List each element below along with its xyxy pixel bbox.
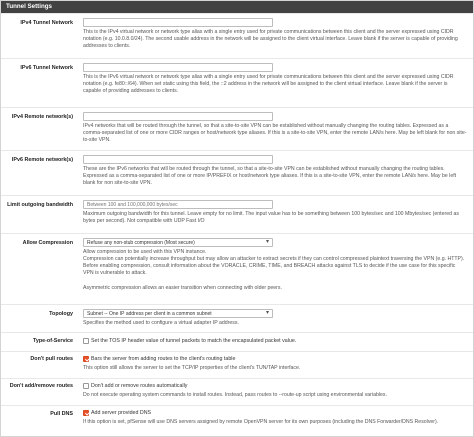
pull-dns-label: Pull DNS (50, 411, 73, 417)
row-ipv4-remote-networks (1, 107, 473, 154)
ipv4-tunnel-network-help: This is the IPv4 virtual network or network type alias with a single entry used for private communications between this client and the server expressed using CIDR notation (e.g. 10.0.8.0/24). The second usable address in the network will be assigned to the client virtual interface. Leave blank if the server is capable of providing addresses to clients. (83, 29, 458, 50)
limit-outgoing-bandwidth-help: Maximum outgoing bandwidth for this tunnel. Leave empty for no limit. The input value has to be something between 100 bytes/sec and 100 Mbytes/sec (entered as bytes per second). Not compatible with UDP Fast I/O (83, 211, 459, 225)
dont-add-remove-routes-help: Do not execute operating system commands to install routes. Instead, pass routes to --route-up script using environmental variables. (83, 391, 387, 398)
allow-compression-help-line1: Allow compression to be used with this VPN instance. (83, 249, 207, 255)
row-dont-pull-routes (1, 351, 473, 378)
limit-outgoing-bandwidth-label: Limit outgoing bandwidth (7, 202, 73, 208)
row-type-of-service (1, 332, 473, 351)
ipv6-remote-networks-input[interactable] (83, 155, 273, 164)
type-of-service-checkbox[interactable] (83, 338, 89, 344)
allow-compression-help-line3: Asymmetric compression allows an easier transition when connecting with older peers. (83, 285, 282, 292)
row-ipv6-remote-networks (1, 150, 473, 197)
dont-add-remove-routes-checkbox-label: Don't add or remove routes automatically (91, 383, 188, 389)
pull-dns-checkbox-label: Add server provided DNS (91, 410, 152, 416)
ipv4-remote-networks-help: IPv4 networks that will be routed through the tunnel, so that a site-to-site VPN can be established without manually changing the routing tables. Expressed as a comma-separated list of one or more CIDR ranges or host/network type aliases. If this is a site-to-site VPN, enter the remote LAN/s here. May be left blank for non site-to-site VPN. (83, 123, 467, 144)
ipv6-tunnel-network-input[interactable] (83, 63, 273, 72)
dont-add-remove-routes-label: Don't add/remove routes (9, 383, 73, 389)
topology-label: Topology (49, 311, 73, 317)
row-topology (1, 304, 473, 332)
ipv6-remote-networks-label: IPv6 Remote network(s) (11, 157, 73, 163)
ipv4-tunnel-network-input[interactable] (83, 18, 273, 27)
ipv6-tunnel-network-label: IPv6 Tunnel Network (20, 65, 73, 71)
dont-pull-routes-label: Don't pull routes (30, 356, 73, 362)
ipv6-tunnel-network-help: This is the IPv6 virtual network or network type alias with a single entry used for private communications between this client and the server expressed using CIDR notation (e.g. fe80::/64). When set static using this field, the ::2 address in the network will be assigned to the client virtual interface. Leave blank if the server is capable of providing addresses to clients. (83, 74, 454, 95)
ipv4-tunnel-network-label: IPv4 Tunnel Network (20, 20, 73, 26)
type-of-service-label: Type-of-Service (32, 338, 73, 344)
allow-compression-help (83, 249, 467, 292)
ipv4-remote-networks-input[interactable] (83, 112, 273, 121)
topology-select[interactable]: Subnet -- One IP address per client in a common subnet ▾ (83, 309, 273, 318)
topology-help: Specifies the method used to configure a virtual adapter IP address. (83, 320, 239, 326)
ipv4-remote-networks-label: IPv4 Remote network(s) (11, 114, 73, 120)
pull-dns-checkbox[interactable] (83, 410, 89, 416)
dont-pull-routes-checkbox-label: Bars the server from adding routes to the client's routing table (91, 356, 236, 362)
allow-compression-label: Allow Compression (22, 240, 73, 246)
row-limit-outgoing-bandwidth (1, 195, 473, 233)
panel-title: Tunnel Settings (1, 1, 473, 13)
ipv6-remote-networks-help: These are the IPv6 networks that will be routed through the tunnel, so that a site-to-site VPN can be established without manually changing the routing tables. Expressed as a comma-separated list of one or more IP/PREFIX or host/network type aliases. If this is a site-to-site VPN, enter the remote LAN/s here. May be left blank for non site-to-site VPN. (83, 166, 457, 187)
row-allow-compression (1, 233, 473, 304)
row-dont-add-remove-routes (1, 378, 473, 405)
dont-pull-routes-help: This option still allows the server to set the TCP/IP properties of the client's TUN/TAP interface. (83, 364, 301, 371)
limit-outgoing-bandwidth-input[interactable] (83, 200, 273, 209)
dont-add-remove-routes-checkbox[interactable] (83, 383, 89, 389)
row-ipv6-tunnel-network (1, 58, 473, 105)
row-pull-dns (1, 405, 473, 437)
allow-compression-help-line2: Compression can potentially increase throughput but may allow an attacker to extract secrets if they can control compressed plaintext traversing the VPN (e.g. HTTP). Before enabling compression, consult information about the VORACLE, CRIME, TIME, and BREACH attacks against TLS to decide if the use case for this specific VPN is vulnerable to attack. (83, 256, 465, 277)
dont-pull-routes-checkbox[interactable] (83, 356, 89, 362)
allow-compression-select[interactable]: Refuse any non-stub compression (Most secure) ▾ (83, 238, 273, 247)
type-of-service-checkbox-label: Set the TOS IP header value of tunnel packets to match the encapsulated packet value. (91, 338, 297, 344)
pull-dns-help: If this option is set, pfSense will use DNS servers assigned by remote OpenVPN server for its own purposes (including the DNS Forwarder/DNS Resolver). (83, 418, 439, 425)
row-ipv4-tunnel-network (1, 13, 473, 53)
